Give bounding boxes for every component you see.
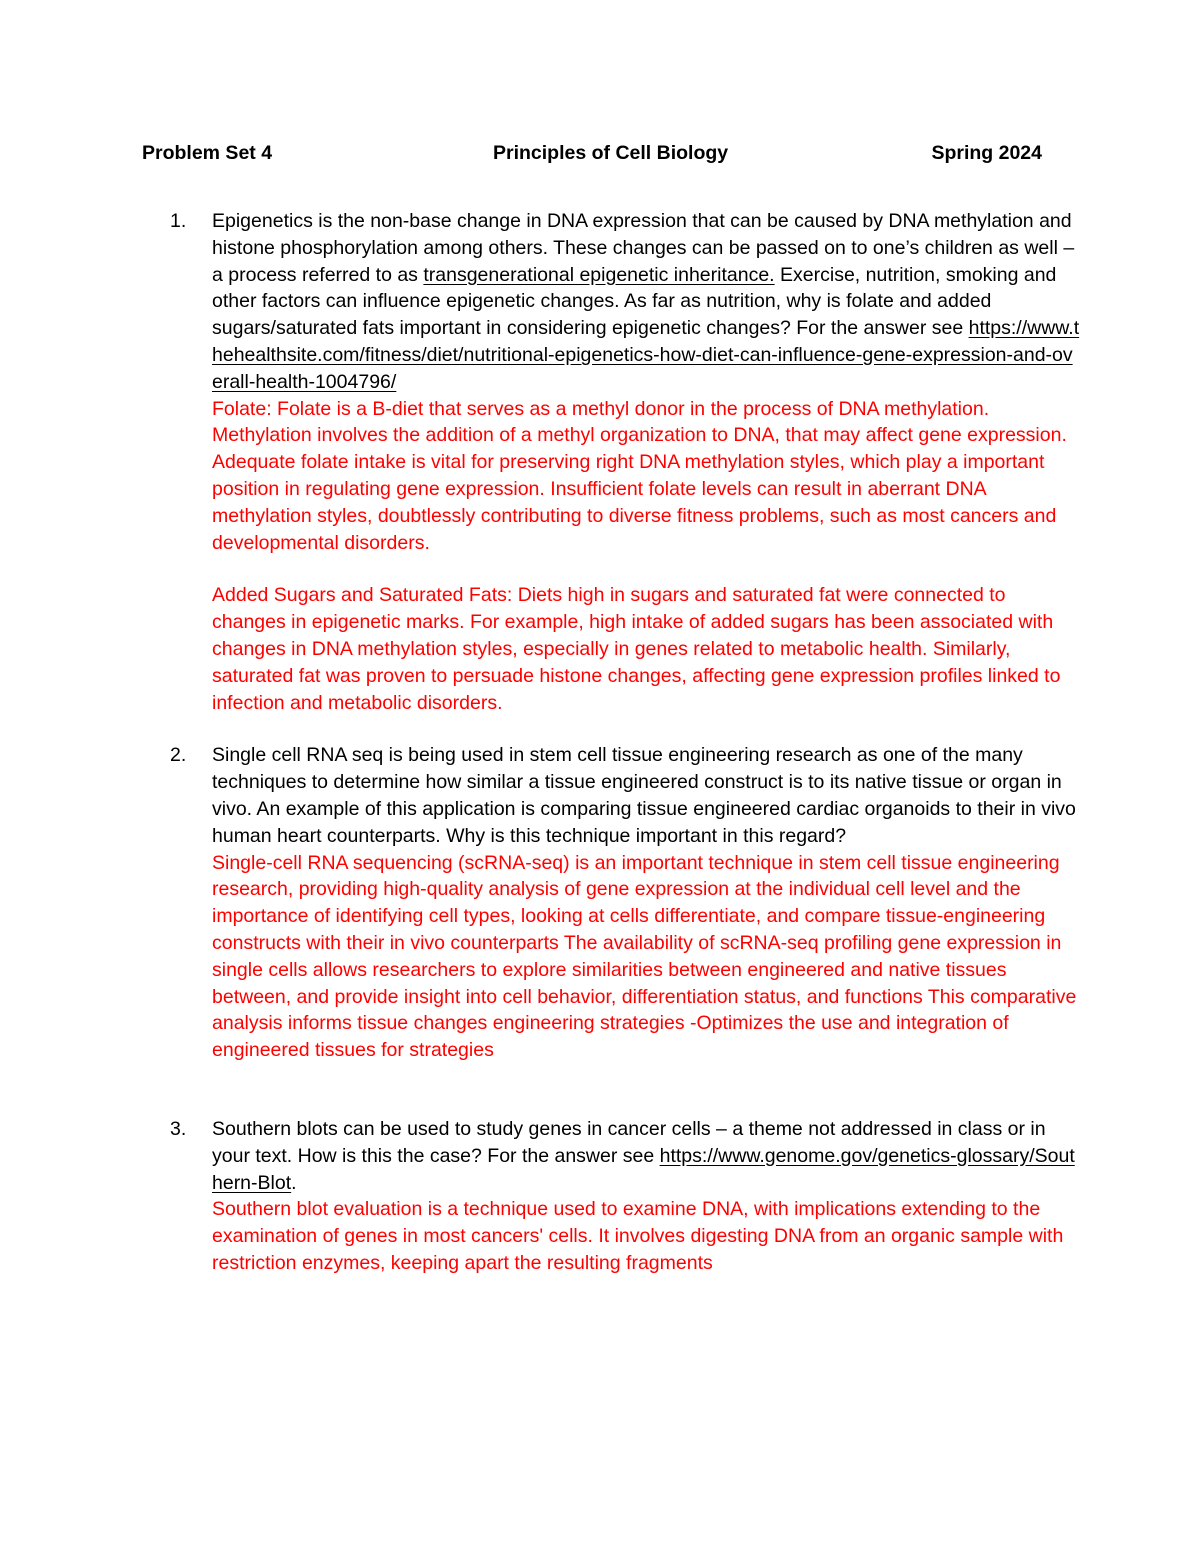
paragraph-spacer bbox=[212, 556, 1082, 582]
reference-link[interactable]: https://www.thehealthsite.com/fitness/diet/nutritional-epigenetics-how-diet-can-influence-gene-expression-and-overall-health-1004796/ bbox=[212, 317, 1080, 393]
question-text bbox=[212, 208, 1082, 396]
question-text-part: Southern blots can be used to study genes in cancer cells – a theme not addressed in class or in your text. How is this the case? For the answer see bbox=[212, 1117, 1046, 1167]
question-number: 3. bbox=[170, 1117, 187, 1140]
question-1 bbox=[142, 208, 1082, 716]
question-list bbox=[142, 208, 1082, 1277]
header-term: Spring 2024 bbox=[931, 142, 1042, 164]
question-text: Single cell RNA seq is being used in stem cell tissue engineering research as one of the many techniques to determine how similar a tissue engineered construct is to its native tissue or organ in vivo. An example of this application is comparing tissue engineered cardiac organoids to their in vivo human heart counterparts. Why is this technique important in this regard? bbox=[212, 744, 1076, 847]
question-number: 1. bbox=[170, 210, 187, 232]
header-course-title: Principles of Cell Biology bbox=[493, 142, 729, 164]
page-header bbox=[142, 142, 1042, 168]
answer-southern-blot: Southern blot evaluation is a technique used to examine DNA, with implications extending to the examination of genes in most cancers' cells. It involves digesting DNA from an organic sample with restriction enzymes, keeping apart the resulting fragments bbox=[212, 1198, 1064, 1274]
header-problem-set: Problem Set 4 bbox=[142, 142, 273, 164]
answer-scrna-seq: Single-cell RNA sequencing (scRNA-seq) is an important technique in stem cell tissue engineering research, providing high-quality analysis of gene expression at the individual cell level and the importance of identifying cell types, looking at cells differentiate, and compare tissue-engineering constructs with their in vivo counterparts The availability of scRNA-seq profiling gene expression in single cells allows researchers to explore similarities between engineered and native tissues between, and provide insight into cell behavior, differentiation status, and functions This comparative analysis informs tissue changes engineering strategies -Optimizes the use and integration of engineered tissues for strategies bbox=[212, 851, 1077, 1062]
question-2 bbox=[142, 742, 1082, 1064]
question-text-part: Exercise, nutrition, smoking and other factors can influence epigenetic changes. As far as nutrition, why is folate and added sugars/saturated fats important in considering epigenetic changes? For the answer see bbox=[212, 263, 1057, 340]
question-number: 2. bbox=[170, 744, 187, 767]
answer-sugars-fats: Added Sugars and Saturated Fats: Diets high in sugars and saturated fat were connected to changes in epigenetic marks. For example, high intake of added sugars has been associated with changes in DNA methylation styles, especially in genes related to metabolic health. Similarly, saturated fat was proven to persuade histone changes, affecting gene expression profiles linked to infection and metabolic disorders. bbox=[212, 584, 1061, 714]
reference-link[interactable]: https://www.genome.gov/genetics-glossary/Southern-Blot bbox=[212, 1144, 1075, 1194]
question-3 bbox=[142, 1116, 1082, 1277]
link-suffix: . bbox=[291, 1171, 297, 1194]
question-text-part: Epigenetics is the non-base change in DNA expression that can be caused by DNA methylation and histone phosphorylation among others. These changes can be passed on to one’s children as well – a process referred to as bbox=[212, 210, 1075, 286]
key-term: transgenerational epigenetic inheritance. bbox=[423, 263, 775, 286]
question-text bbox=[212, 1116, 1082, 1196]
answer-folate: Folate: Folate is a B-diet that serves as a methyl donor in the process of DNA methylation. Methylation involves the addition of a methyl organization to DNA, that may affect gene expression. Adequate folate intake is vital for preserving right DNA methylation styles, which play a important position in regulating gene expression. Insufficient folate levels can result in aberrant DNA methylation styles, doubtlessly contributing to diverse fitness problems, such as most cancers and developmental disorders. bbox=[212, 397, 1067, 554]
